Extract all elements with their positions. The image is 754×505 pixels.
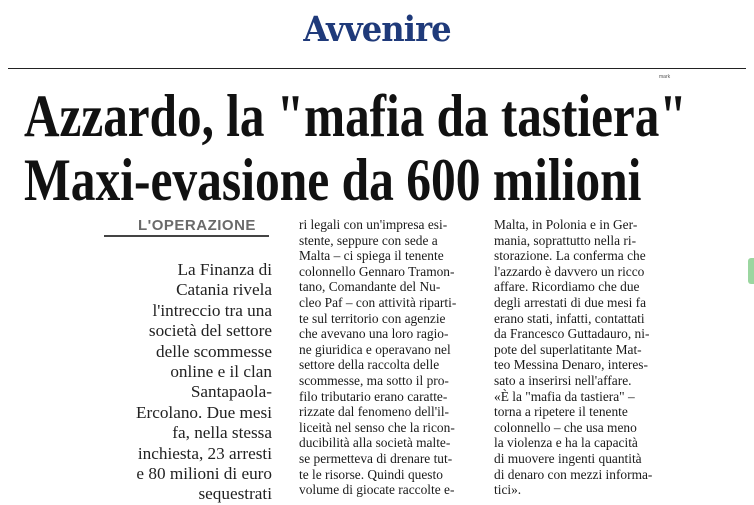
body-line: settore della raccolta delle: [299, 357, 440, 373]
lead-line: l'intreccio tra una: [152, 300, 272, 320]
lead-line: Santapaola-: [190, 382, 272, 402]
body-line: tici».: [494, 482, 522, 498]
body-line: che avevano una loro ragio-: [299, 326, 449, 342]
body-line: pote del superlatitante Mat-: [494, 341, 642, 357]
body-line: degli arrestati di due mesi fa: [494, 294, 647, 310]
body-line: da Francesco Guttadauro, ni-: [494, 326, 650, 342]
body-line: Malta – ci spiega il tenente: [299, 248, 444, 264]
body-line: te le risorse. Quindi questo: [299, 466, 443, 482]
masthead-rule: [8, 68, 746, 69]
lead-line: Catania rivela: [176, 280, 272, 300]
body-line: liceità nel senso che la ricon-: [299, 419, 455, 435]
body-line: ne giuridica e operavano nel: [299, 341, 451, 357]
body-line: mania, soprattutto nella ri-: [494, 232, 637, 248]
body-line: ri legali con un'impresa esi-: [299, 217, 448, 232]
body-line: cleo Paf – con attività riparti-: [299, 294, 457, 310]
body-line: torna a ripetere il tenente: [494, 404, 628, 420]
lead-line: Ercolano. Due mesi: [135, 402, 272, 422]
lead-line: fa, nella stessa: [172, 423, 272, 443]
newspaper-logo: Avvenire: [303, 8, 451, 50]
body-line: scommesse, ma sotto il pro-: [299, 372, 449, 388]
body-line: sato a inserirsi nell'affare.: [494, 372, 632, 388]
lead-line: sequestrati: [198, 484, 272, 504]
body-line: se permetteva di drenare tut-: [299, 450, 453, 466]
tiny-mark: mark: [659, 74, 671, 80]
lead-line: online e il clan: [170, 362, 272, 382]
body-line: storazione. La conferma che: [494, 248, 646, 264]
body-column-2: [494, 217, 682, 498]
lead-line: delle scommesse: [156, 341, 272, 361]
lead-line: inchiesta, 23 arresti: [137, 443, 272, 463]
body-column-1: [299, 217, 487, 498]
body-line: colonnello Gennaro Tramon-: [299, 263, 455, 279]
body-line: colonnello – che usa meno: [494, 419, 637, 435]
body-line: «È la "mafia da tastiera" –: [494, 388, 635, 404]
page-edge-tab: [748, 258, 754, 284]
lead-paragraph: [130, 260, 272, 505]
body-line: l'azzardo è davvero un ricco: [494, 263, 645, 279]
body-line: stente, seppure con sede a: [299, 232, 438, 248]
body-line: di denaro con mezzi informa-: [494, 466, 653, 482]
lead-line: La Finanza di: [177, 260, 272, 279]
body-line: affare. Ricordiamo che due: [494, 279, 640, 295]
body-line: erano stati, infatti, contattati: [494, 310, 645, 326]
body-line: tano, Comandante del Nu-: [299, 279, 441, 295]
body-line: rizzate dal fenomeno dell'il-: [299, 404, 450, 420]
body-line: Malta, in Polonia e in Ger-: [494, 217, 638, 232]
body-line: ducibilità alla società malte-: [299, 435, 451, 451]
body-line: volume di giocate raccolte e-: [299, 482, 455, 498]
lead-line: e 80 milioni di euro: [136, 464, 272, 484]
body-line: filo tributario erano caratte-: [299, 388, 448, 404]
body-line: di muovere ingenti quantità: [494, 450, 642, 466]
body-line: la violenza e ha la capacità: [494, 435, 638, 451]
section-rule: [104, 235, 269, 237]
body-line: teo Messina Denaro, interes-: [494, 357, 648, 373]
headline-line-2: Maxi-evasione da 600 milioni: [24, 147, 642, 213]
masthead: [0, 8, 754, 50]
section-label: L'OPERAZIONE: [138, 217, 256, 234]
lead-line: società del settore: [148, 321, 272, 341]
headline-line-1: Azzardo, la "mafia da tastiera": [24, 83, 687, 149]
body-line: te sul territorio con agenzie: [299, 310, 446, 326]
